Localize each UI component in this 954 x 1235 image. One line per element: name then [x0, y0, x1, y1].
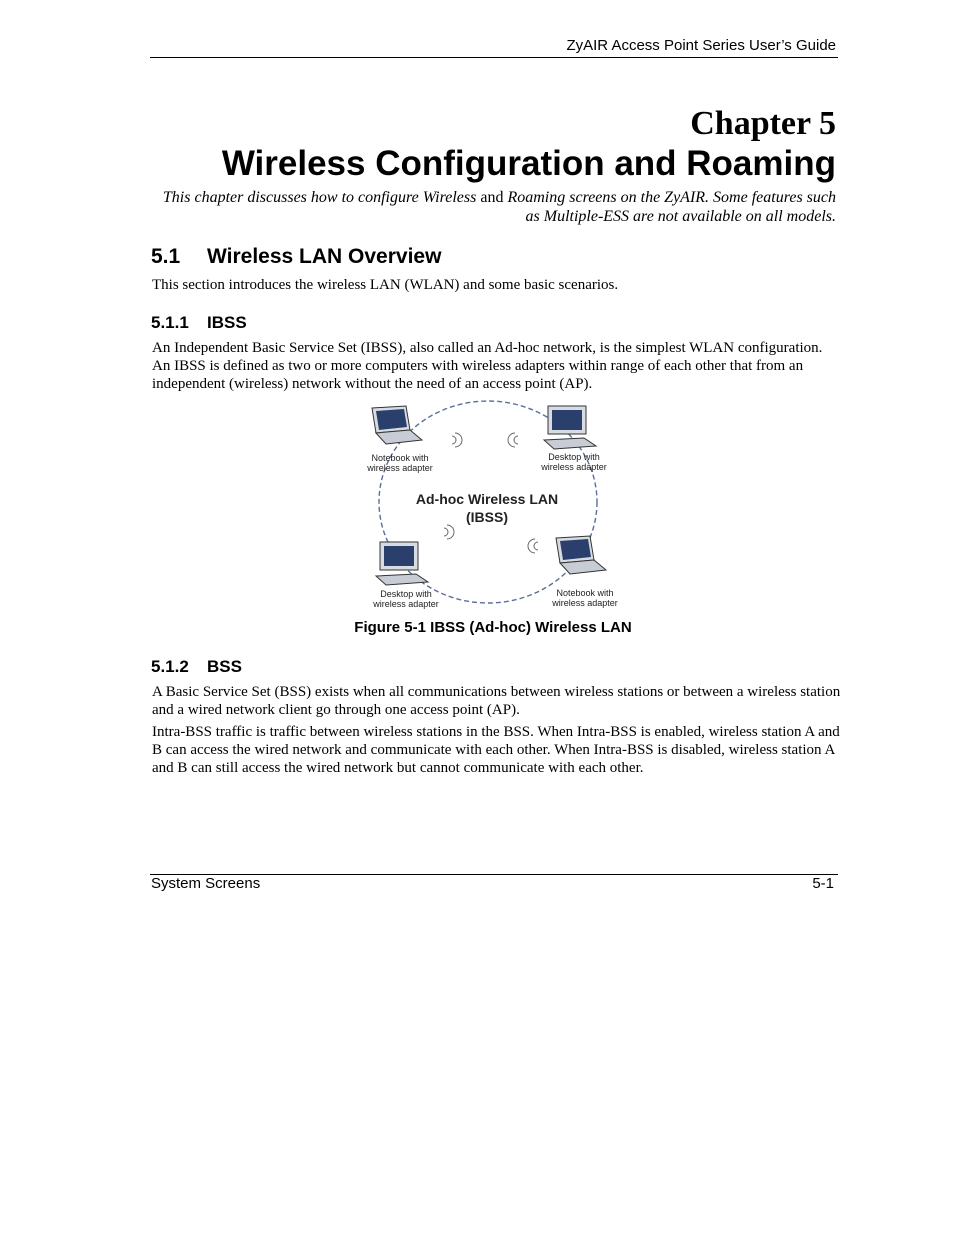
footer-section-name: System Screens [151, 875, 261, 892]
node-label: wireless adapter [367, 463, 433, 473]
section-heading-5-1-2 [151, 657, 242, 677]
section-number: 5.1 [151, 245, 181, 268]
header-rule [150, 57, 838, 58]
notebook-icon [372, 406, 422, 444]
chapter-title: Wireless Configuration and Roaming [221, 144, 836, 183]
chapter-intro [150, 188, 836, 226]
desktop-icon [544, 406, 596, 449]
node-label: wireless adapter [541, 462, 607, 472]
diagram-title: Ad-hoc Wireless LAN [415, 491, 559, 507]
ibss-diagram [360, 396, 620, 616]
section-paragraph: Intra-BSS traffic is traffic between wireless stations in the BSS. When Intra-BSS is enabled, wireless station A and B can access the wired network and communicate with each other. When Intra-BSS is disabled, wireless station A and B can still access the wired network but cannot communicate with each other. [152, 724, 840, 776]
node-label: Desktop with [548, 452, 600, 462]
chapter-label: Chapter 5 [690, 105, 836, 142]
section-title: Wireless LAN Overview [207, 245, 442, 268]
section-heading-5-1-1 [151, 313, 247, 333]
page-number: 5-1 [812, 875, 834, 892]
section-title: BSS [207, 657, 242, 676]
notebook-icon [556, 536, 606, 574]
chapter-intro-and: and [476, 189, 508, 206]
section-number: 5.1.2 [151, 657, 189, 676]
node-label: Desktop with [380, 589, 432, 599]
diagram-subtitle: (IBSS) [466, 509, 508, 525]
node-label: Notebook with [371, 453, 429, 463]
section-paragraph: An Independent Basic Service Set (IBSS), also called an Ad-hoc network, is the simplest WLAN configuration. An IBSS is defined as two or more computers with wireless adapters within range of each other that from an independent (wireless) network without the need of an access point (AP). [152, 340, 823, 392]
section-number: 5.1.1 [151, 313, 189, 332]
chapter-intro-part1: This chapter discusses how to configure Wireless [162, 189, 477, 206]
node-label: Notebook with [556, 588, 614, 598]
node-label: wireless adapter [552, 598, 618, 608]
chapter-intro-part2: Roaming screens on the ZyAIR. Some features such as Multiple-ESS are not available on all models. [507, 189, 836, 225]
section-paragraph: This section introduces the wireless LAN (WLAN) and some basic scenarios. [152, 277, 619, 293]
figure-caption: Figure 5-1 IBSS (Ad-hoc) Wireless LAN [354, 619, 632, 636]
section-heading-5-1 [151, 245, 441, 269]
section-paragraph: A Basic Service Set (BSS) exists when all communications between wireless stations or between a wireless station and a wired network client go through one access point (AP). [152, 684, 841, 718]
desktop-icon [376, 542, 428, 585]
node-label: wireless adapter [373, 599, 439, 609]
running-header: ZyAIR Access Point Series User’s Guide [566, 37, 836, 54]
section-title: IBSS [207, 313, 247, 332]
